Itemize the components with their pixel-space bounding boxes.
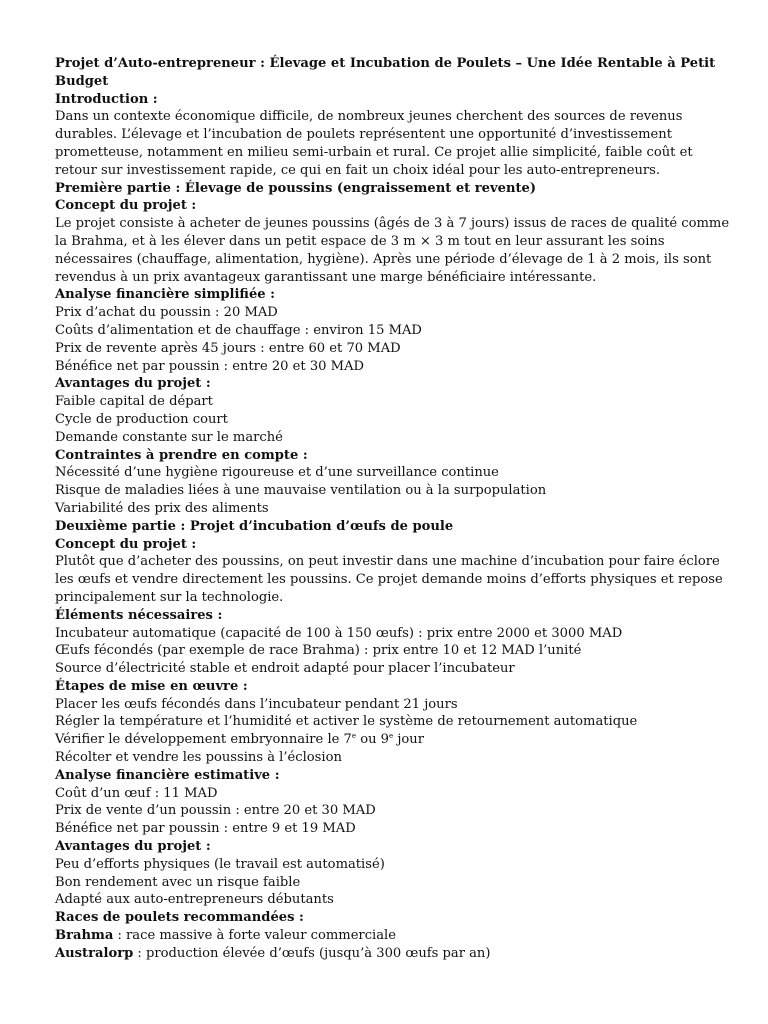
text-line: Plutôt que d’acheter des poussins, on peut investir dans une machine d’incubation pour faire éclore xyxy=(55,554,720,570)
list-item: Demande constante sur le marché xyxy=(55,429,283,445)
breed-name: Australorp xyxy=(55,945,134,961)
text-line: principalement sur la technologie. xyxy=(55,589,284,605)
breed-description: : race massive à forte valeur commerciale xyxy=(113,928,396,944)
part2-elements-heading: Éléments nécessaires : xyxy=(55,607,223,623)
text-line: la Brahma, et à les élever dans un petit espace de 3 m × 3 m tout en leur assurant les soins xyxy=(55,233,665,249)
list-item: Adapté aux auto-entrepreneurs débutants xyxy=(55,892,334,908)
list-item: Variabilité des prix des aliments xyxy=(55,500,269,516)
document-body xyxy=(55,55,730,963)
list-item: Cycle de production court xyxy=(55,411,228,427)
part2-finance-heading: Analyse financière estimative : xyxy=(55,767,280,783)
list-item: Récolter et vendre les poussins à l’éclosion xyxy=(55,750,342,766)
part1-constraints-heading: Contraintes à prendre en compte : xyxy=(55,447,308,463)
text-line: Dans un contexte économique difficile, de nombreux jeunes cherchent des sources de revenus xyxy=(55,109,683,125)
list-item: Coût d’un œuf : 11 MAD xyxy=(55,785,218,801)
breed-item xyxy=(55,945,727,963)
list-item: Source d’électricité stable et endroit adapté pour placer l’incubateur xyxy=(55,661,515,677)
part2-concept-heading: Concept du projet : xyxy=(55,536,197,552)
breed-description: : production élevée d’œufs (jusqu’à 300 œufs par an) xyxy=(133,945,491,961)
text-line: Le projet consiste à acheter de jeunes poussins (âgés de 3 à 7 jours) issus de races de qualité comme xyxy=(55,216,730,232)
part1-constraints-list xyxy=(55,464,727,517)
ordinal-superscript: e xyxy=(389,732,394,741)
step-text: Vérifier le développement embryonnaire le 7 xyxy=(55,732,352,748)
part2-steps-heading: Étapes de mise en œuvre : xyxy=(55,678,248,694)
part1-concept-heading: Concept du projet : xyxy=(55,198,197,214)
list-item: Prix d’achat du poussin : 20 MAD xyxy=(55,305,278,321)
part1-heading: Première partie : Élevage de poussins (engraissement et revente) xyxy=(55,180,537,196)
part2-finance-list xyxy=(55,785,727,838)
part1-advantages-list xyxy=(55,393,727,446)
introduction-heading: Introduction : xyxy=(55,91,158,107)
list-item: Bénéfice net par poussin : entre 20 et 30 MAD xyxy=(55,358,365,374)
text-line: durables. L’élevage et l’incubation de poulets représentent une opportunité d’investissement xyxy=(55,127,672,143)
part2-advantages-list xyxy=(55,856,727,909)
step-text: jour xyxy=(393,732,424,748)
list-item: Placer les œufs fécondés dans l’incubateur pendant 21 jours xyxy=(55,696,458,712)
list-item: Bon rendement avec un risque faible xyxy=(55,874,301,890)
part1-finance-heading: Analyse financière simplifiée : xyxy=(55,287,275,303)
breeds-list xyxy=(55,927,727,963)
list-item: Faible capital de départ xyxy=(55,394,213,410)
document-title: Projet d’Auto-entrepreneur : Élevage et Incubation de Poulets – Une Idée Rentable à Petit Budget xyxy=(55,56,716,89)
list-item: Nécessité d’une hygiène rigoureuse et d’une surveillance continue xyxy=(55,465,499,481)
list-item: Œufs fécondés (par exemple de race Brahma) : prix entre 10 et 12 MAD l’unité xyxy=(55,643,582,659)
part1-concept-paragraph xyxy=(55,215,730,286)
part1-advantages-heading: Avantages du projet : xyxy=(55,376,211,392)
breed-item xyxy=(55,927,727,945)
part1-finance-list xyxy=(55,304,727,375)
text-line: les œufs et vendre directement les poussins. Ce projet demande moins d’efforts physiques et repose xyxy=(55,572,723,588)
part2-advantages-heading: Avantages du projet : xyxy=(55,839,211,855)
text-line: revendus à un prix avantageux garantissant une marge bénéficiaire intéressante. xyxy=(55,269,597,285)
list-item: Prix de revente après 45 jours : entre 60 et 70 MAD xyxy=(55,340,401,356)
part2-concept-paragraph xyxy=(55,553,727,606)
breed-name: Brahma xyxy=(55,928,114,944)
text-line: nécessaires (chauffage, alimentation, hygiène). Après une période d’élevage de 1 à 2 mois, ils sont xyxy=(55,251,712,267)
ordinal-superscript: e xyxy=(351,732,357,741)
breeds-heading: Races de poulets recommandées : xyxy=(55,910,304,926)
part2-steps-list xyxy=(55,696,727,767)
step-text: ou 9 xyxy=(356,732,390,748)
list-item: Coûts d’alimentation et de chauffage : environ 15 MAD xyxy=(55,322,422,338)
list-item: Peu d’efforts physiques (le travail est automatisé) xyxy=(55,856,385,872)
part2-heading: Deuxième partie : Projet d’incubation d’œufs de poule xyxy=(55,518,454,534)
list-item: Régler la température et l’humidité et activer le système de retournement automatique xyxy=(55,714,638,730)
introduction-paragraph xyxy=(55,108,727,179)
list-item xyxy=(55,731,727,749)
list-item: Prix de vente d’un poussin : entre 20 et 30 MAD xyxy=(55,803,376,819)
list-item: Incubateur automatique (capacité de 100 à 150 œufs) : prix entre 2000 et 3000 MAD xyxy=(55,625,623,641)
part2-elements-list xyxy=(55,625,727,678)
list-item: Risque de maladies liées à une mauvaise ventilation ou à la surpopulation xyxy=(55,483,547,499)
text-line: prometteuse, notamment en milieu semi-urbain et rural. Ce projet allie simplicité, faible coût et xyxy=(55,144,693,160)
list-item: Bénéfice net par poussin : entre 9 et 19 MAD xyxy=(55,821,356,837)
text-line: retour sur investissement rapide, ce qui en fait un choix idéal pour les auto-entrepreneurs. xyxy=(55,162,661,178)
